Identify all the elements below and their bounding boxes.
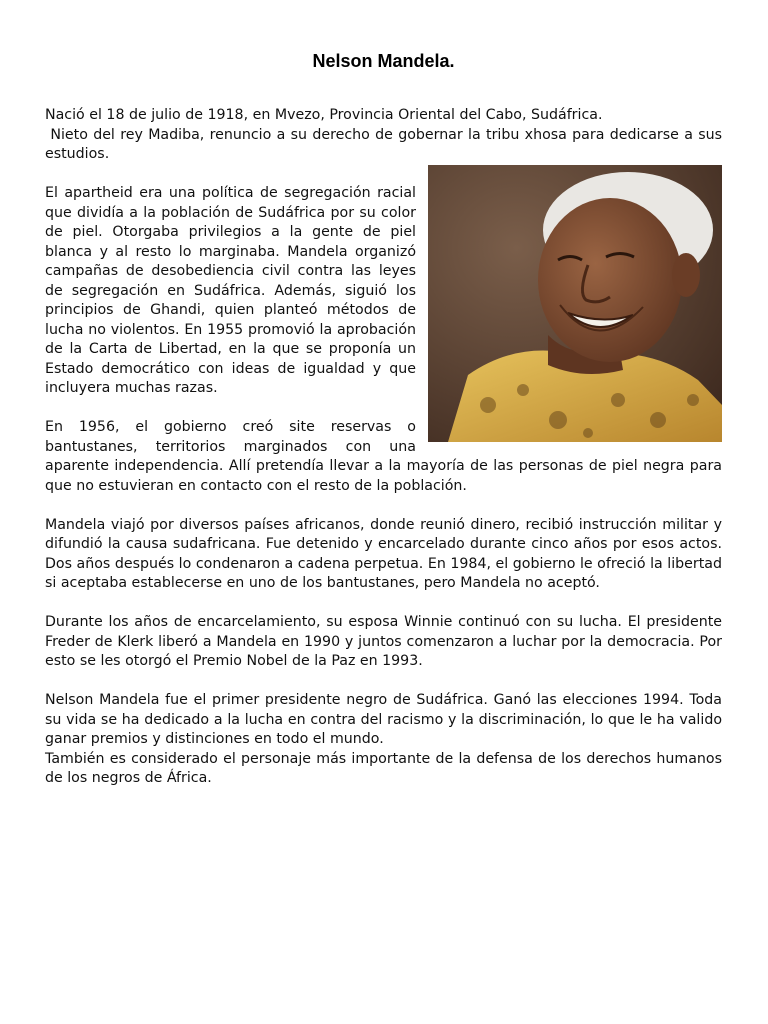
paragraph-bantustanes: En 1956, el gobierno creó site reservas o bantustanes, territorios marginados con una aparente independencia. Allí pretendía llevar a la mayoría de las personas de piel negra para que no estuvieran en contacto con el resto de la población.: [45, 419, 722, 494]
intro-line-2: Nieto del rey Madiba, renuncio a su derecho de gobernar la tribu xhosa para dedicarse a sus estudios.: [45, 126, 727, 162]
document-title: Nelson Mandela.: [312, 51, 455, 71]
paragraph-prision: Mandela viajó por diversos países africanos, donde reunió dinero, recibió instrucción militar y difundió la causa sudafricana. Fue detenido y encarcelado durante cinco años por esos actos. Dos años después lo condenaron a cadena perpetua. En 1984, el gobierno le ofreció la libertad si aceptaba establecerse en uno de los bantustanes, pero Mandela no aceptó.: [45, 516, 722, 591]
paragraph-apartheid: El apartheid era una política de segregación racial que dividía a la población de Sudáfrica por su color de piel. Otorgaba privilegios a la gente de piel blanca y al resto lo marginaba. Mandela organizó campañas de desobediencia civil contra las leyes de segregación en Sudáfrica. Además, siguió los principios de Ghandi, quien planteó métodos de lucha no violentos. En 1955 promovió la aprobación de la Carta de Libertad, en la que se proponía un Estado democrático con ideas de igualdad y que incluyera muchas razas.: [45, 185, 416, 396]
paragraph-presidente: Nelson Mandela fue el primer presidente negro de Sudáfrica. Ganó las elecciones 1994. Toda su vida se ha dedicado a la lucha en contra del racismo y la discriminación, lo que le ha valido ganar premios y distinciones en todo el mundo.: [45, 692, 722, 747]
mandela-portrait-photo: [428, 165, 722, 442]
document-page: [45, 50, 727, 789]
paragraph-winnie: Durante los años de encarcelamiento, su esposa Winnie continuó con su lucha. El presidente Freder de Klerk liberó a Mandela en 1990 y juntos comenzaron a luchar por la democracia. Por esto se les otorgó el Premio Nobel de la Paz en 1993.: [45, 614, 722, 669]
intro-line-1: Nació el 18 de julio de 1918, en Mvezo, Provincia Oriental del Cabo, Sudáfrica.: [45, 107, 603, 123]
paragraph-derechos: También es considerado el personaje más importante de la defensa de los derechos humanos de los negros de África.: [45, 750, 722, 786]
spacer: [45, 594, 722, 614]
spacer: [45, 672, 722, 692]
portrait-image-icon: [428, 165, 722, 442]
spacer: [45, 496, 722, 516]
